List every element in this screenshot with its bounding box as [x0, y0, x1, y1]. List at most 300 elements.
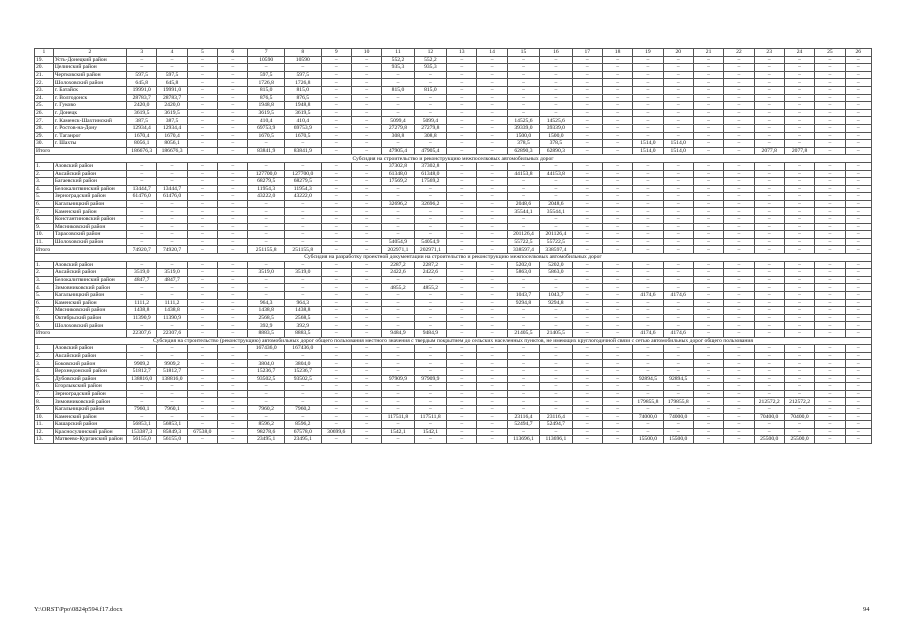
value-cell: – — [477, 56, 507, 64]
value-cell: – — [414, 322, 446, 330]
value-cell: – — [187, 292, 217, 300]
value-cell: – — [693, 162, 723, 170]
value-cell: – — [248, 261, 285, 269]
value-cell: – — [815, 299, 845, 307]
value-cell: – — [477, 71, 507, 79]
value-cell: – — [845, 117, 871, 125]
value-cell: – — [693, 71, 723, 79]
value-cell: – — [633, 200, 663, 208]
value-cell: – — [845, 223, 871, 231]
value-cell: – — [815, 170, 845, 178]
value-cell: – — [477, 178, 507, 186]
value-cell: – — [218, 216, 248, 224]
value-cell: – — [507, 322, 539, 330]
value-cell: – — [248, 238, 285, 246]
value-cell: – — [815, 178, 845, 186]
total-cell: 251155,8 — [284, 246, 321, 254]
district-name: Белокалитвинский район — [53, 185, 126, 193]
value-cell: – — [754, 292, 784, 300]
value-cell: – — [663, 178, 693, 186]
value-cell: – — [414, 436, 446, 444]
value-cell: – — [447, 284, 477, 292]
value-cell: – — [754, 208, 784, 216]
value-cell: – — [693, 307, 723, 315]
value-cell: – — [602, 436, 632, 444]
value-cell: – — [540, 223, 572, 231]
value-cell: – — [754, 71, 784, 79]
value-cell: – — [724, 352, 754, 360]
value-cell: 597,5 — [157, 71, 187, 79]
value-cell: – — [447, 413, 477, 421]
value-cell: 19991,0 — [157, 86, 187, 94]
value-cell: – — [507, 314, 539, 322]
value-cell: – — [157, 413, 187, 421]
value-cell: – — [218, 64, 248, 72]
value-cell: 3519,0 — [157, 269, 187, 277]
value-cell: 552,2 — [414, 56, 446, 64]
value-cell: – — [127, 178, 157, 186]
value-cell: – — [284, 413, 321, 421]
value-cell: – — [784, 405, 814, 413]
value-cell: – — [351, 109, 381, 117]
value-cell: – — [663, 117, 693, 125]
header-cell: 2 — [53, 49, 126, 57]
value-cell: 127700,0 — [248, 170, 285, 178]
value-cell: – — [477, 428, 507, 436]
value-cell: 876,5 — [284, 94, 321, 102]
total-cell: – — [693, 246, 723, 254]
value-cell: – — [572, 352, 602, 360]
value-cell: – — [382, 352, 414, 360]
table-row — [35, 56, 872, 64]
value-cell: – — [248, 208, 285, 216]
value-cell: – — [572, 383, 602, 391]
value-cell: – — [754, 231, 784, 239]
value-cell: 127700,0 — [284, 170, 321, 178]
value-cell: – — [815, 208, 845, 216]
value-cell: – — [157, 56, 187, 64]
district-name: Кагальницкий район — [53, 292, 126, 300]
value-cell: – — [157, 390, 187, 398]
value-cell: – — [784, 102, 814, 110]
value-cell: – — [447, 390, 477, 398]
value-cell: – — [784, 276, 814, 284]
value-cell: – — [784, 269, 814, 277]
value-cell: – — [321, 238, 351, 246]
value-cell: – — [663, 390, 693, 398]
value-cell: 7960,1 — [127, 405, 157, 413]
table-row — [35, 352, 872, 360]
total-cell: – — [447, 329, 477, 337]
value-cell: – — [351, 94, 381, 102]
value-cell: 25500,0 — [754, 436, 784, 444]
value-cell: – — [815, 185, 845, 193]
value-cell: – — [447, 170, 477, 178]
value-cell: – — [663, 367, 693, 375]
value-cell: 167436,0 — [284, 345, 321, 353]
value-cell: – — [845, 360, 871, 368]
value-cell: – — [382, 436, 414, 444]
value-cell: – — [754, 238, 784, 246]
value-cell: – — [321, 86, 351, 94]
district-name: Кагальницкий район — [53, 200, 126, 208]
value-cell: – — [477, 390, 507, 398]
value-cell: – — [693, 383, 723, 391]
value-cell: 2568,5 — [248, 314, 285, 322]
header-cell: 7 — [248, 49, 285, 57]
row-number: 28. — [35, 124, 54, 132]
value-cell: – — [477, 322, 507, 330]
value-cell: 392,9 — [284, 322, 321, 330]
total-cell: – — [845, 147, 871, 155]
value-cell: – — [507, 185, 539, 193]
district-name: г. Шахты — [53, 140, 126, 148]
value-cell: – — [477, 140, 507, 148]
total-cell: – — [693, 329, 723, 337]
value-cell: – — [447, 360, 477, 368]
value-cell: – — [784, 132, 814, 140]
value-cell: – — [633, 276, 663, 284]
value-cell: – — [382, 292, 414, 300]
value-cell: – — [602, 231, 632, 239]
value-cell: 3519,0 — [248, 269, 285, 277]
value-cell: – — [127, 292, 157, 300]
value-cell: – — [633, 390, 663, 398]
value-cell: – — [693, 314, 723, 322]
value-cell: 10590 — [284, 56, 321, 64]
section-title: Субсидия на строительство и реконструкцию межпоселковых автомобильных дорог — [35, 155, 872, 163]
value-cell: – — [572, 132, 602, 140]
value-cell: – — [693, 322, 723, 330]
value-cell: 2420,0 — [127, 102, 157, 110]
value-cell: – — [633, 322, 663, 330]
value-cell: – — [784, 86, 814, 94]
value-cell: – — [351, 299, 381, 307]
value-cell: – — [382, 383, 414, 391]
value-cell: – — [784, 200, 814, 208]
value-cell: 35544,1 — [507, 208, 539, 216]
value-cell: – — [218, 193, 248, 201]
value-cell: – — [351, 178, 381, 186]
file-path-footer: Y:\ORST\Ppo\0824p594.f17.docx — [34, 606, 123, 613]
value-cell: – — [447, 102, 477, 110]
value-cell: 410,4 — [248, 117, 285, 125]
value-cell: – — [321, 64, 351, 72]
value-cell: – — [754, 132, 784, 140]
value-cell: 1111,2 — [127, 299, 157, 307]
total-cell: – — [321, 329, 351, 337]
value-cell: – — [633, 117, 663, 125]
value-cell: – — [321, 223, 351, 231]
value-cell: – — [127, 390, 157, 398]
value-cell: – — [187, 94, 217, 102]
value-cell: – — [382, 223, 414, 231]
value-cell: – — [507, 307, 539, 315]
value-cell: – — [187, 132, 217, 140]
value-cell: – — [382, 94, 414, 102]
row-number: 20. — [35, 64, 54, 72]
value-cell: – — [815, 436, 845, 444]
table-row — [35, 345, 872, 353]
value-cell: – — [540, 79, 572, 87]
district-name: Усть-Донецкий район — [53, 56, 126, 64]
value-cell: – — [477, 261, 507, 269]
value-cell: – — [845, 162, 871, 170]
value-cell: – — [187, 223, 217, 231]
value-cell: – — [754, 124, 784, 132]
value-cell: – — [633, 231, 663, 239]
value-cell: – — [724, 345, 754, 353]
value-cell: – — [724, 367, 754, 375]
value-cell: 67538,0 — [187, 428, 217, 436]
value-cell: – — [218, 140, 248, 148]
value-cell: – — [602, 360, 632, 368]
table-row — [35, 292, 872, 300]
value-cell: – — [351, 292, 381, 300]
value-cell: – — [754, 261, 784, 269]
value-cell: – — [633, 185, 663, 193]
table-row — [35, 269, 872, 277]
value-cell: – — [284, 64, 321, 72]
value-cell: – — [218, 383, 248, 391]
value-cell: – — [633, 345, 663, 353]
value-cell: – — [633, 56, 663, 64]
value-cell: – — [845, 307, 871, 315]
value-cell: – — [724, 94, 754, 102]
value-cell: – — [724, 208, 754, 216]
value-cell: – — [351, 208, 381, 216]
value-cell: – — [663, 132, 693, 140]
value-cell: 2422,6 — [414, 269, 446, 277]
value-cell: – — [321, 375, 351, 383]
value-cell: – — [321, 79, 351, 87]
value-cell: – — [414, 231, 446, 239]
value-cell: – — [127, 64, 157, 72]
value-cell: 25500,0 — [784, 436, 814, 444]
value-cell: 74000,0 — [633, 413, 663, 421]
value-cell: – — [663, 269, 693, 277]
value-cell: – — [321, 390, 351, 398]
value-cell: – — [414, 193, 446, 201]
document-page — [34, 48, 872, 444]
total-cell: – — [693, 147, 723, 155]
value-cell: 1670,5 — [248, 132, 285, 140]
value-cell: – — [663, 208, 693, 216]
header-cell: 15 — [507, 49, 539, 57]
table-body — [35, 49, 872, 444]
table-row — [35, 322, 872, 330]
value-cell: – — [477, 352, 507, 360]
value-cell: 815,0 — [414, 86, 446, 94]
value-cell: 54054,9 — [382, 238, 414, 246]
total-cell: – — [724, 246, 754, 254]
value-cell: – — [693, 345, 723, 353]
header-cell: 14 — [477, 49, 507, 57]
value-cell: – — [602, 322, 632, 330]
district-name: Аксайский район — [53, 352, 126, 360]
value-cell: 11390,9 — [157, 314, 187, 322]
district-name: Октябрьский район — [53, 314, 126, 322]
value-cell: – — [572, 56, 602, 64]
value-cell: – — [187, 436, 217, 444]
value-cell: – — [447, 193, 477, 201]
value-cell: – — [351, 383, 381, 391]
value-cell: – — [784, 178, 814, 186]
value-cell: – — [784, 352, 814, 360]
value-cell: – — [633, 238, 663, 246]
value-cell: – — [351, 124, 381, 132]
value-cell: – — [284, 261, 321, 269]
table-row — [35, 421, 872, 429]
value-cell: – — [351, 269, 381, 277]
value-cell: – — [284, 231, 321, 239]
value-cell: – — [602, 276, 632, 284]
value-cell: – — [602, 314, 632, 322]
value-cell: – — [784, 185, 814, 193]
value-cell: – — [127, 200, 157, 208]
value-cell: – — [572, 185, 602, 193]
section-title-row — [35, 337, 872, 345]
value-cell: – — [602, 238, 632, 246]
value-cell: – — [187, 238, 217, 246]
value-cell: – — [382, 367, 414, 375]
total-cell: – — [187, 246, 217, 254]
value-cell: – — [187, 352, 217, 360]
value-cell: – — [693, 185, 723, 193]
value-cell: – — [540, 383, 572, 391]
value-cell: – — [602, 292, 632, 300]
value-cell: – — [187, 102, 217, 110]
value-cell: 117511,8 — [382, 413, 414, 421]
value-cell: 201126,4 — [540, 231, 572, 239]
value-cell: – — [218, 428, 248, 436]
value-cell: – — [218, 436, 248, 444]
row-number: 4. — [35, 185, 54, 193]
value-cell: – — [754, 314, 784, 322]
table-row — [35, 367, 872, 375]
value-cell: – — [351, 170, 381, 178]
value-cell: – — [321, 132, 351, 140]
value-cell: – — [507, 79, 539, 87]
value-cell: 1670,4 — [157, 132, 187, 140]
value-cell: 92894,5 — [663, 375, 693, 383]
value-cell: 815,0 — [248, 86, 285, 94]
value-cell: – — [693, 102, 723, 110]
total-cell: 9484,9 — [382, 329, 414, 337]
value-cell: – — [633, 86, 663, 94]
value-cell: – — [477, 200, 507, 208]
value-cell: – — [693, 223, 723, 231]
value-cell: – — [754, 360, 784, 368]
value-cell: – — [540, 428, 572, 436]
value-cell: – — [351, 117, 381, 125]
value-cell: – — [602, 178, 632, 186]
value-cell: – — [540, 71, 572, 79]
value-cell: – — [845, 436, 871, 444]
value-cell: 56853,1 — [127, 421, 157, 429]
value-cell: – — [693, 200, 723, 208]
district-name: Зерноградский район — [53, 193, 126, 201]
total-cell: – — [572, 329, 602, 337]
value-cell: – — [540, 375, 572, 383]
value-cell: – — [477, 94, 507, 102]
value-cell: – — [157, 216, 187, 224]
value-cell: – — [187, 261, 217, 269]
value-cell: – — [663, 322, 693, 330]
value-cell: – — [572, 200, 602, 208]
value-cell: – — [382, 193, 414, 201]
value-cell: – — [127, 162, 157, 170]
total-cell: 74920,7 — [127, 246, 157, 254]
value-cell: – — [754, 367, 784, 375]
district-name: Азовский район — [53, 261, 126, 269]
value-cell: – — [693, 436, 723, 444]
value-cell: 1438,8 — [127, 307, 157, 315]
value-cell: – — [157, 64, 187, 72]
value-cell: – — [248, 390, 285, 398]
value-cell: – — [507, 428, 539, 436]
total-cell: – — [845, 246, 871, 254]
value-cell: 2568,5 — [284, 314, 321, 322]
district-name: г. Донецк — [53, 109, 126, 117]
value-cell: – — [218, 367, 248, 375]
value-cell: – — [248, 140, 285, 148]
value-cell: – — [602, 208, 632, 216]
value-cell: – — [693, 284, 723, 292]
value-cell: – — [633, 299, 663, 307]
table-row — [35, 216, 872, 224]
value-cell: – — [572, 436, 602, 444]
value-cell: – — [754, 200, 784, 208]
value-cell: 93502,5 — [284, 375, 321, 383]
value-cell: 815,0 — [382, 86, 414, 94]
value-cell: 10590 — [248, 56, 285, 64]
value-cell: – — [507, 71, 539, 79]
value-cell: – — [351, 162, 381, 170]
value-cell: – — [284, 292, 321, 300]
value-cell: – — [351, 71, 381, 79]
value-cell: 5863,0 — [507, 269, 539, 277]
value-cell: – — [572, 117, 602, 125]
value-cell: – — [447, 208, 477, 216]
value-cell: – — [784, 140, 814, 148]
value-cell: – — [218, 314, 248, 322]
value-cell: – — [784, 216, 814, 224]
value-cell: – — [414, 216, 446, 224]
value-cell: 61476,0 — [127, 193, 157, 201]
value-cell: 37302,8 — [382, 162, 414, 170]
value-cell: – — [218, 421, 248, 429]
value-cell: – — [477, 375, 507, 383]
table-row — [35, 102, 872, 110]
header-cell: 21 — [693, 49, 723, 57]
value-cell: – — [602, 109, 632, 117]
value-cell: – — [477, 436, 507, 444]
value-cell: – — [447, 314, 477, 322]
value-cell: – — [284, 223, 321, 231]
value-cell: 3804,0 — [284, 360, 321, 368]
value-cell: – — [477, 405, 507, 413]
row-number: 6. — [35, 200, 54, 208]
value-cell: – — [633, 109, 663, 117]
value-cell: – — [447, 276, 477, 284]
value-cell: 113696,1 — [540, 436, 572, 444]
value-cell: 1514,0 — [633, 140, 663, 148]
total-cell: – — [447, 147, 477, 155]
value-cell: – — [663, 428, 693, 436]
value-cell: 7960,2 — [248, 405, 285, 413]
value-cell: 13444,7 — [157, 185, 187, 193]
